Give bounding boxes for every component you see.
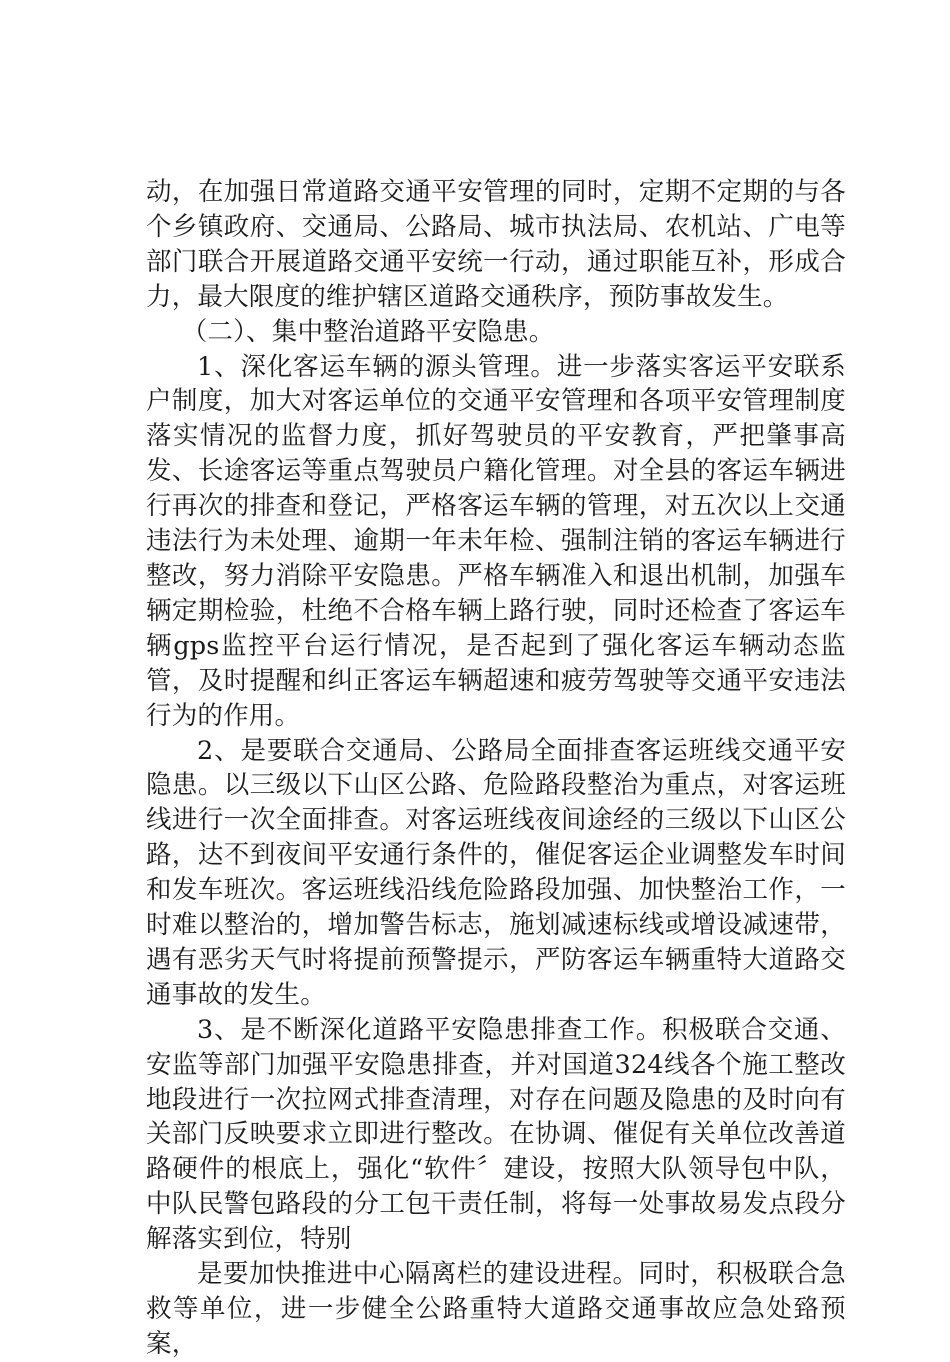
paragraph-item-1: 1、深化客运车辆的源头管理。进一步落实客运平安联系户制度，加大对客运单位的交通平安管理和各项平安管理制度落实情况的监督力度，抓好驾驶员的平安教育，严把肇事高发、长途客运等重点驾驶员户籍化管理。对全县的客运车辆进行再次的排查和登记，严格客运车辆的管理，对五次以上交通违法行为未处理、逾期一年未年检、强制注销的客运车辆进行整改，努力消除平安隐患。严格车辆准入和退出机制，加强车辆定期检验，杜绝不合格车辆上路行驶，同时还检查了客运车辆gps监控平台运行情况，是否起到了强化客运车辆动态监管，及时提醒和纠正客运车辆超速和疲劳驾驶等交通平安违法行为的作用。 — [146, 351, 846, 731]
document-body — [146, 175, 846, 1362]
paragraph-item-3: 3、是不断深化道路平安隐患排查工作。积极联合交通、安监等部门加强平安隐患排查，并对国道324线各个施工整改地段进行一次拉网式排查清理，对存在问题及隐患的及时向有关部门反映要求立即进行整改。在协调、催促有关单位改善道路硬件的根底上，强化“软件〞建设，按照大队领导包中队，中队民警包路段的分工包干责任制，将每一处事故易发点段分解落实到位，特别 — [146, 1014, 846, 1255]
section-heading: （二）、集中整治道路平安隐患。 — [181, 316, 555, 347]
paragraph-continuation-2: 是要加快推进中心隔离栏的建设进程。同时，积极联合急救等单位，进一步健全公路重特大道路交通事故应急处臵预案， — [146, 1259, 846, 1359]
paragraph-continuation: 动，在加强日常道路交通平安管理的同时，定期不定期的与各个乡镇政府、交通局、公路局、城市执法局、农机站、广电等部门联合开展道路交通平安统一行动，通过职能互补，形成合力，最大限度的维护辖区道路交通秩序，预防事故发生。 — [146, 177, 846, 312]
paragraph-item-2: 2、是要联合交通局、公路局全面排查客运班线交通平安隐患。以三级以下山区公路、危险路段整治为重点，对客运班线进行一次全面排查。对客运班线夜间途经的三级以下山区公路，达不到夜间平安通行条件的，催促客运企业调整发车时间和发车班次。客运班线沿线危险路段加强、加快整治工作，一时难以整治的，增加警告标志，施划减速标线或增设减速带，遇有恶劣天气时将提前预警提示，严防客运车辆重特大道路交通事故的发生。 — [146, 735, 846, 1010]
